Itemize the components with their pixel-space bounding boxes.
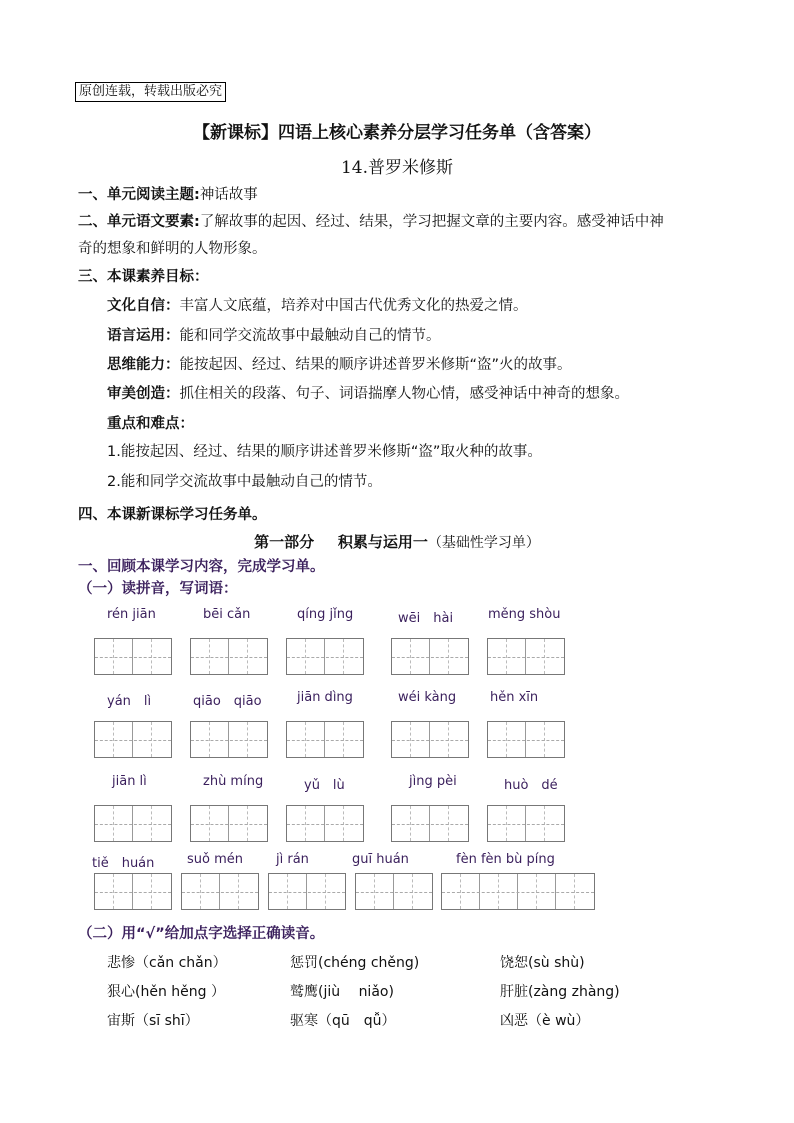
pinyin-label: fèn fèn bù píng (456, 852, 555, 867)
writing-grid[interactable] (181, 873, 259, 910)
choice-item[interactable]: 狠心(hěn hěng ） (107, 984, 225, 1000)
writing-grid[interactable] (487, 638, 565, 675)
choice-item[interactable]: 宙斯（sī shī） (107, 1013, 199, 1029)
writing-grid[interactable] (391, 721, 469, 758)
writing-grid[interactable] (94, 638, 172, 675)
choice-item[interactable]: 肝脏(zàng zhàng) (500, 984, 620, 1000)
key-point-1: 1.能按起因、经过、结果的顺序讲述普罗米修斯“盗”取火种的故事。 (107, 444, 542, 460)
pinyin-label: jìng pèi (409, 774, 457, 789)
writing-grid[interactable] (94, 721, 172, 758)
writing-grid-wide[interactable] (441, 873, 595, 910)
pinyin-label: qiāo qiāo (193, 694, 262, 709)
goal-4 (107, 382, 629, 403)
writing-grid[interactable] (487, 805, 565, 842)
writing-grid[interactable] (355, 873, 433, 910)
writing-grid[interactable] (190, 721, 268, 758)
goal-text: 能和同学交流故事中最触动自己的情节。 (179, 328, 441, 344)
section-2-text: 了解故事的起因、经过、结果，学习把握文章的主要内容。感受神话中神 (199, 214, 664, 230)
section-2-cont: 奇的想象和鲜明的人物形象。 (78, 241, 267, 257)
key-points-label: 重点和难点： (107, 416, 194, 432)
goal-text: 抓住相关的段落、句子、词语揣摩人物心情，感受神话中神奇的想象。 (179, 386, 629, 402)
pinyin-label: jiān lì (112, 774, 147, 789)
section-3-label: 三、本课素养目标： (78, 269, 209, 285)
writing-grid[interactable] (286, 721, 364, 758)
task-1: 一、回顾本课学习内容，完成学习单。 (78, 559, 325, 575)
writing-grid[interactable] (94, 805, 172, 842)
goal-label: 思维能力： (107, 357, 180, 373)
goal-label: 语言运用： (107, 328, 180, 344)
choice-item[interactable]: 凶恶（è wù） (500, 1013, 590, 1029)
part-title: 积累与运用一 (337, 533, 428, 551)
goal-text: 能按起因、经过、结果的顺序讲述普罗米修斯“盗”火的故事。 (179, 357, 572, 373)
choice-item[interactable]: 鹫鹰(jiù niǎo) (290, 984, 394, 1000)
pinyin-label: wéi kàng (398, 690, 457, 705)
writing-grid[interactable] (391, 638, 469, 675)
pinyin-label: hěn xīn (490, 690, 539, 705)
key-point-2: 2.能和同学交流故事中最触动自己的情节。 (107, 474, 382, 490)
section-2 (78, 210, 664, 231)
question-2: （二）用“√”给加点字选择正确读音。 (78, 926, 325, 942)
pinyin-label: wēi hài (398, 611, 454, 626)
pinyin-label: tiě huán (92, 856, 155, 871)
section-2-label: 二、单元语文要素: (78, 214, 200, 230)
pinyin-label: yǔ lù (304, 778, 345, 793)
question-1: （一）读拼音，写词语： (78, 581, 238, 597)
page-title: 【新课标】四语上核心素养分层学习任务单（含答案） (193, 123, 601, 143)
pinyin-label: yán lì (107, 694, 152, 709)
choice-item[interactable]: 饶恕(sù shù) (500, 955, 585, 971)
section-4-label: 四、本课新课标学习任务单。 (78, 507, 267, 523)
section-1 (78, 183, 258, 204)
writing-grid[interactable] (94, 873, 172, 910)
writing-grid[interactable] (268, 873, 346, 910)
pinyin-label: huò dé (504, 778, 558, 793)
lesson-title: 14.普罗米修斯 (340, 158, 454, 178)
writing-grid[interactable] (190, 805, 268, 842)
part-heading (0, 531, 794, 552)
writing-grid[interactable] (286, 638, 364, 675)
section-1-text: 神话故事 (199, 187, 258, 203)
choice-item[interactable]: 驱寒（qū qǚ） (290, 1013, 396, 1029)
copyright-stamp: 原创连载，转载出版必究 (75, 82, 226, 102)
part-name: 第一部分 (254, 533, 315, 551)
writing-grid[interactable] (391, 805, 469, 842)
writing-grid[interactable] (190, 638, 268, 675)
pinyin-label: guī huán (352, 852, 409, 867)
pinyin-label: qíng jǐng (297, 607, 354, 622)
pinyin-label: rén jiān (107, 607, 156, 622)
goal-text: 丰富人文底蕴，培养对中国古代优秀文化的热爱之情。 (179, 298, 528, 314)
goal-2 (107, 324, 441, 345)
section-1-label: 一、单元阅读主题: (78, 187, 200, 203)
goal-label: 文化自信： (107, 298, 180, 314)
pinyin-label: jì rán (276, 852, 309, 867)
writing-grid[interactable] (286, 805, 364, 842)
pinyin-label: suǒ mén (187, 852, 243, 867)
pinyin-label: bēi cǎn (203, 607, 251, 622)
goal-label: 审美创造： (107, 386, 180, 402)
writing-grid[interactable] (487, 721, 565, 758)
pinyin-label: jiān dìng (297, 690, 353, 705)
choice-item[interactable]: 惩罚(chéng chěng) (290, 955, 420, 971)
pinyin-label: zhù míng (203, 774, 264, 789)
part-note: （基础性学习单） (427, 535, 540, 551)
goal-3 (107, 353, 572, 374)
choice-item[interactable]: 悲惨（cǎn chǎn） (107, 955, 227, 971)
pinyin-label: měng shòu (488, 607, 561, 622)
goal-1 (107, 294, 528, 315)
